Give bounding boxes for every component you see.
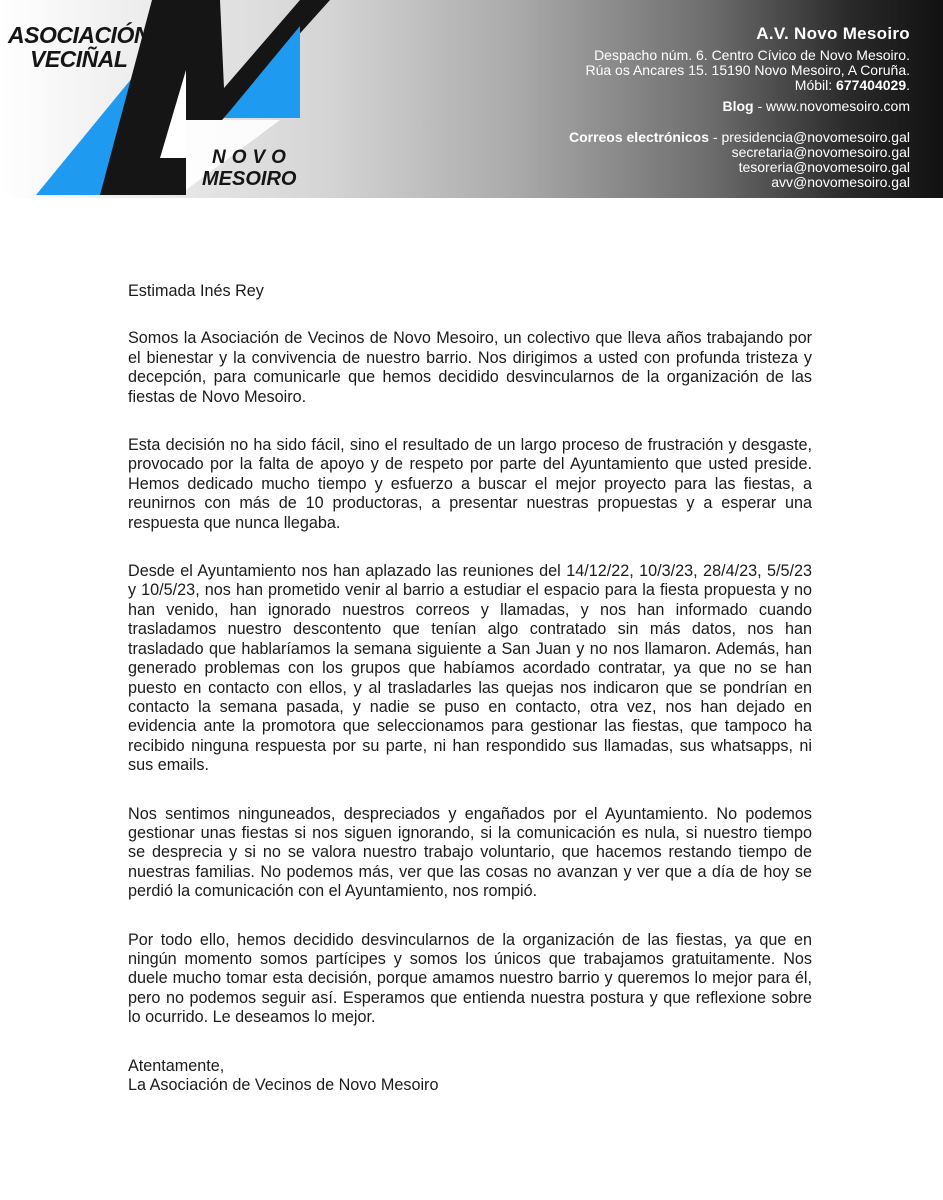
email-label: Correos electrónicos <box>568 129 710 145</box>
mobile-label: Móbil: <box>794 77 833 93</box>
email-secretaria[interactable]: secretaria@novomesoiro.gal <box>731 144 910 160</box>
paragraph-2: Esta decisión no ha sido fácil, sino el resultado de un largo proceso de frustración y desgaste, provocado por la falta de apoyo y de respeto por parte del Ayuntamiento que usted preside. Hemos dedicado mucho tiempo y esfuerzo a buscar el mejor proyecto para las fiestas, a reunirnos con más de 10 productoras, a presentar nuestras propuestas y a esperar una respuesta que nunca llegaba. <box>128 436 812 532</box>
blog-line <box>569 99 910 114</box>
signature: La Asociación de Vecinos de Novo Mesoiro <box>128 1076 439 1094</box>
address-line-1: Despacho núm. 6. Centro Cívico de Novo Mesoiro. <box>594 47 910 63</box>
greeting: Estimada Inés Rey <box>128 282 264 300</box>
contact-block <box>569 24 910 190</box>
email-line-1 <box>569 130 910 145</box>
address-line-2: Rúa os Ancares 15. 15190 Novo Mesoiro, A Coruña. <box>585 62 910 78</box>
paragraph-4: Nos sentimos ninguneados, despreciados y engañados por el Ayuntamiento. No podemos gestionar unas fiestas si nos siguen ignorando, si la comunicación es nula, si nuestro tiempo se desprecia y si no se valora nuestro trabajo voluntario, que hacemos restando tiempo de nuestras familias. No podemos más, ver que las cosas no avanzan y ver que a día de hoy se perdió la comunicación con el Ayuntamiento, nos rompió. <box>128 804 812 901</box>
blog-link[interactable]: - www.novomesoiro.com <box>753 98 910 114</box>
letterhead <box>0 0 943 198</box>
mobile-number[interactable]: 677404029 <box>836 77 907 93</box>
email-presidencia[interactable]: - presidencia@novomesoiro.gal <box>709 129 910 145</box>
blog-label: Blog <box>722 98 754 114</box>
letter-body <box>128 282 812 1095</box>
org-name: A.V. Novo Mesoiro <box>756 24 910 43</box>
email-tesoreria[interactable]: tesoreria@novomesoiro.gal <box>738 159 910 175</box>
logo-text-asociacion: ASOCIACIÓN <box>8 22 150 48</box>
mobile-suffix: . <box>906 77 910 93</box>
logo-text-novo: NOVO <box>212 147 292 168</box>
email-avv[interactable]: avv@novomesoiro.gal <box>771 174 910 190</box>
paragraph-5: Por todo ello, hemos decidido desvincularnos de la organización de las fiestas, ya que en ningún momento somos partícipes y somos los únicos que trabajamos gratuitamente. Nos duele mucho tomar esta decisión, porque amamos nuestro barrio y queremos lo mejor para él, pero no podemos seguir así. Esperamos que entienda nuestra postura y que reflexione sobre lo ocurrido. Le deseamos lo mejor. <box>128 930 812 1027</box>
logo-text-vecinal: VECIÑAL <box>30 46 128 72</box>
logo-text-mesoiro: MESOIRO <box>202 168 297 190</box>
mobile-line <box>569 78 910 93</box>
paragraph-3: Desde el Ayuntamiento nos han aplazado las reuniones del 14/12/22, 10/3/23, 28/4/23, 5/5/23 y 10/5/23, nos han prometido venir al barrio a estudiar el espacio para la fiesta propuesta y no han venido, han ignorado nuestros correos y llamadas, y nos han informado cuando trasladamos nuestro descontento que tenían algo contratado sin más datos, nos han trasladado que hablaríamos la semana siguiente a San Juan y no nos llamaron. Además, han generado problemas con los grupos que habíamos acordado contratar, ya que no se han puesto en contacto con ellos, y al trasladarles las quejas nos indicaron que se pondrían en contacto la semana pasada, y nadie se puso en contacto, otra vez, nos han dejado en evidencia ante la promotora que seleccionamos para gestionar las fiestas, que tampoco ha recibido ninguna respuesta por su parte, ni han respondido sus llamadas, sus whatsapps, ni sus emails. <box>128 562 812 775</box>
closing: Atentamente, <box>128 1056 225 1075</box>
paragraph-1: Somos la Asociación de Vecinos de Novo Mesoiro, un colectivo que lleva años trabajando por el bienestar y la convivencia de nuestro barrio. Nos dirigimos a usted con profunda tristeza y decepción, para comunicarle que hemos decidido desvincularnos de la organización de las fiestas de Novo Mesoiro. <box>128 329 812 406</box>
